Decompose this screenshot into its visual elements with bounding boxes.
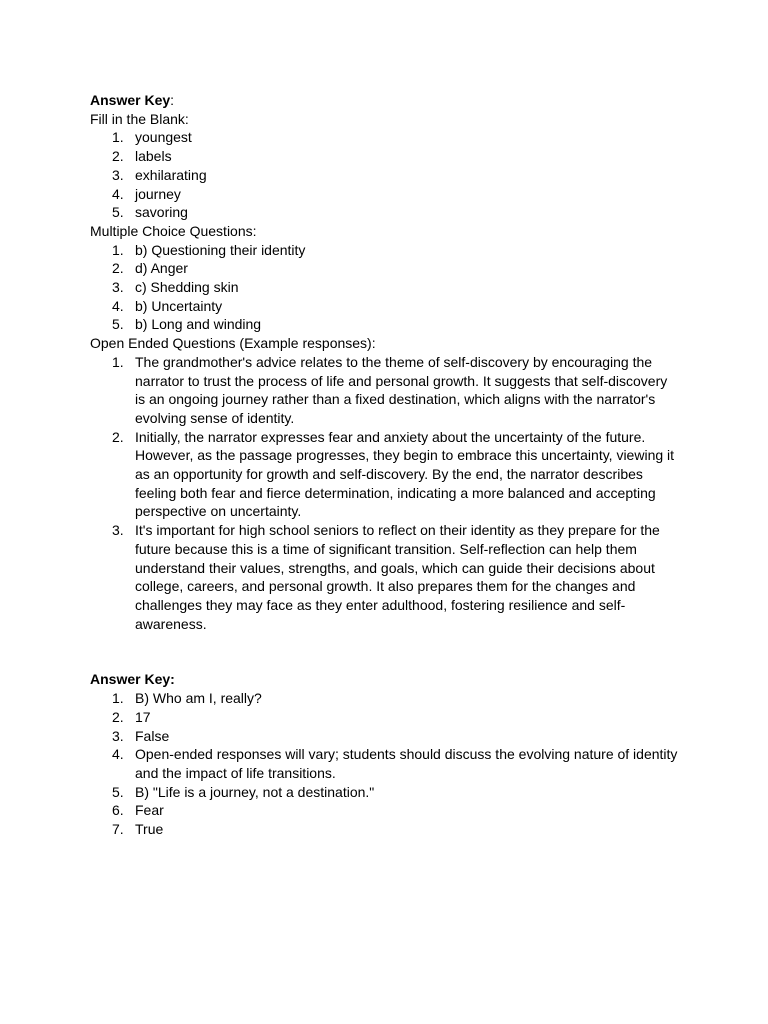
open-ended-list <box>90 353 680 634</box>
answer-key-list-2 <box>90 689 680 839</box>
document-content <box>90 91 680 839</box>
list-text: True <box>135 821 164 838</box>
list-item <box>90 203 680 222</box>
list-number: 4. <box>112 185 124 202</box>
list-number: 5. <box>112 783 124 800</box>
list-text: The grandmother's advice relates to the theme of self-discovery by encouraging the narrator to trust the process of life and personal growth. It suggests that self-discovery is an ongoing journey rather than a fixed destination, which aligns with the narrator's evolving sense of identity. <box>135 353 668 426</box>
list-text: B) "Life is a journey, not a destination." <box>135 783 375 800</box>
list-text: journey <box>135 185 181 202</box>
list-item <box>90 241 680 260</box>
answer-key-title-2: Answer Key: <box>90 671 175 688</box>
list-item <box>90 147 680 166</box>
list-number: 3. <box>112 522 124 539</box>
list-item <box>90 166 680 185</box>
list-text: d) Anger <box>135 260 188 277</box>
list-number: 4. <box>112 297 124 314</box>
list-text: 17 <box>135 708 151 725</box>
fill-in-blank-label: Fill in the Blank: <box>90 110 189 127</box>
multiple-choice-list <box>90 241 680 335</box>
list-text: It's important for high school seniors to reflect on their identity as they prepare for the future because this is a time of significant transition. Self-reflection can help them understand their values, strengths, and goals, which can guide their decisions about college, careers, and personal growth. It also prepares them for the changes and challenges they may face as they enter adulthood, fostering resilience and self-awareness. <box>135 522 660 632</box>
list-text: c) Shedding skin <box>135 279 239 296</box>
list-text: Open-ended responses will vary; students should discuss the evolving nature of identity and the impact of life transitions. <box>135 746 678 781</box>
answer-key-heading-2 <box>90 670 680 689</box>
list-item <box>90 297 680 316</box>
list-text: False <box>135 727 170 744</box>
fill-in-blank-list <box>90 128 680 222</box>
list-item <box>90 259 680 278</box>
list-number: 1. <box>112 690 124 707</box>
list-number: 6. <box>112 802 124 819</box>
list-number: 1. <box>112 129 124 146</box>
list-number: 1. <box>112 241 124 258</box>
list-number: 2. <box>112 148 124 165</box>
list-number: 1. <box>112 353 124 370</box>
list-number: 5. <box>112 204 124 221</box>
list-text: exhilarating <box>135 166 207 183</box>
list-item <box>90 801 680 820</box>
list-item <box>90 428 680 522</box>
list-text: b) Long and winding <box>135 316 262 333</box>
list-text: b) Uncertainty <box>135 297 223 314</box>
list-item <box>90 689 680 708</box>
list-text: Initially, the narrator expresses fear and anxiety about the uncertainty of the future. However, as the passage progresses, they begin to embrace this uncertainty, viewing it as an opportunity for growth and self-discovery. By the end, the narrator describes feeling both fear and fierce determination, indicating a more balanced and accepting perspective on uncertainty. <box>135 428 675 520</box>
list-number: 3. <box>112 279 124 296</box>
list-number: 3. <box>112 727 124 744</box>
list-number: 2. <box>112 428 124 445</box>
answer-key-title-colon: : <box>170 92 175 108</box>
list-item <box>90 353 680 428</box>
list-item <box>90 128 680 147</box>
list-number: 3. <box>112 166 124 183</box>
multiple-choice-label: Multiple Choice Questions: <box>90 222 257 239</box>
list-item <box>90 745 680 782</box>
list-item <box>90 820 680 839</box>
list-text: savoring <box>135 204 188 221</box>
list-item <box>90 278 680 297</box>
list-text: youngest <box>135 129 192 146</box>
list-number: 5. <box>112 316 124 333</box>
list-number: 2. <box>112 708 124 725</box>
answer-key-title: Answer Key <box>90 92 171 108</box>
open-ended-label: Open Ended Questions (Example responses): <box>90 335 376 352</box>
list-number: 2. <box>112 260 124 277</box>
section-spacer <box>90 633 680 670</box>
list-text: b) Questioning their identity <box>135 241 306 258</box>
list-text: labels <box>135 148 172 165</box>
list-text: B) Who am I, really? <box>135 690 262 707</box>
list-item <box>90 185 680 204</box>
answer-key-heading-1 <box>90 91 680 110</box>
list-number: 4. <box>112 746 124 763</box>
list-item <box>90 727 680 746</box>
list-item <box>90 783 680 802</box>
list-number: 7. <box>112 821 124 838</box>
list-item <box>90 708 680 727</box>
list-item <box>90 315 680 334</box>
list-item <box>90 521 680 633</box>
list-text: Fear <box>135 802 164 819</box>
